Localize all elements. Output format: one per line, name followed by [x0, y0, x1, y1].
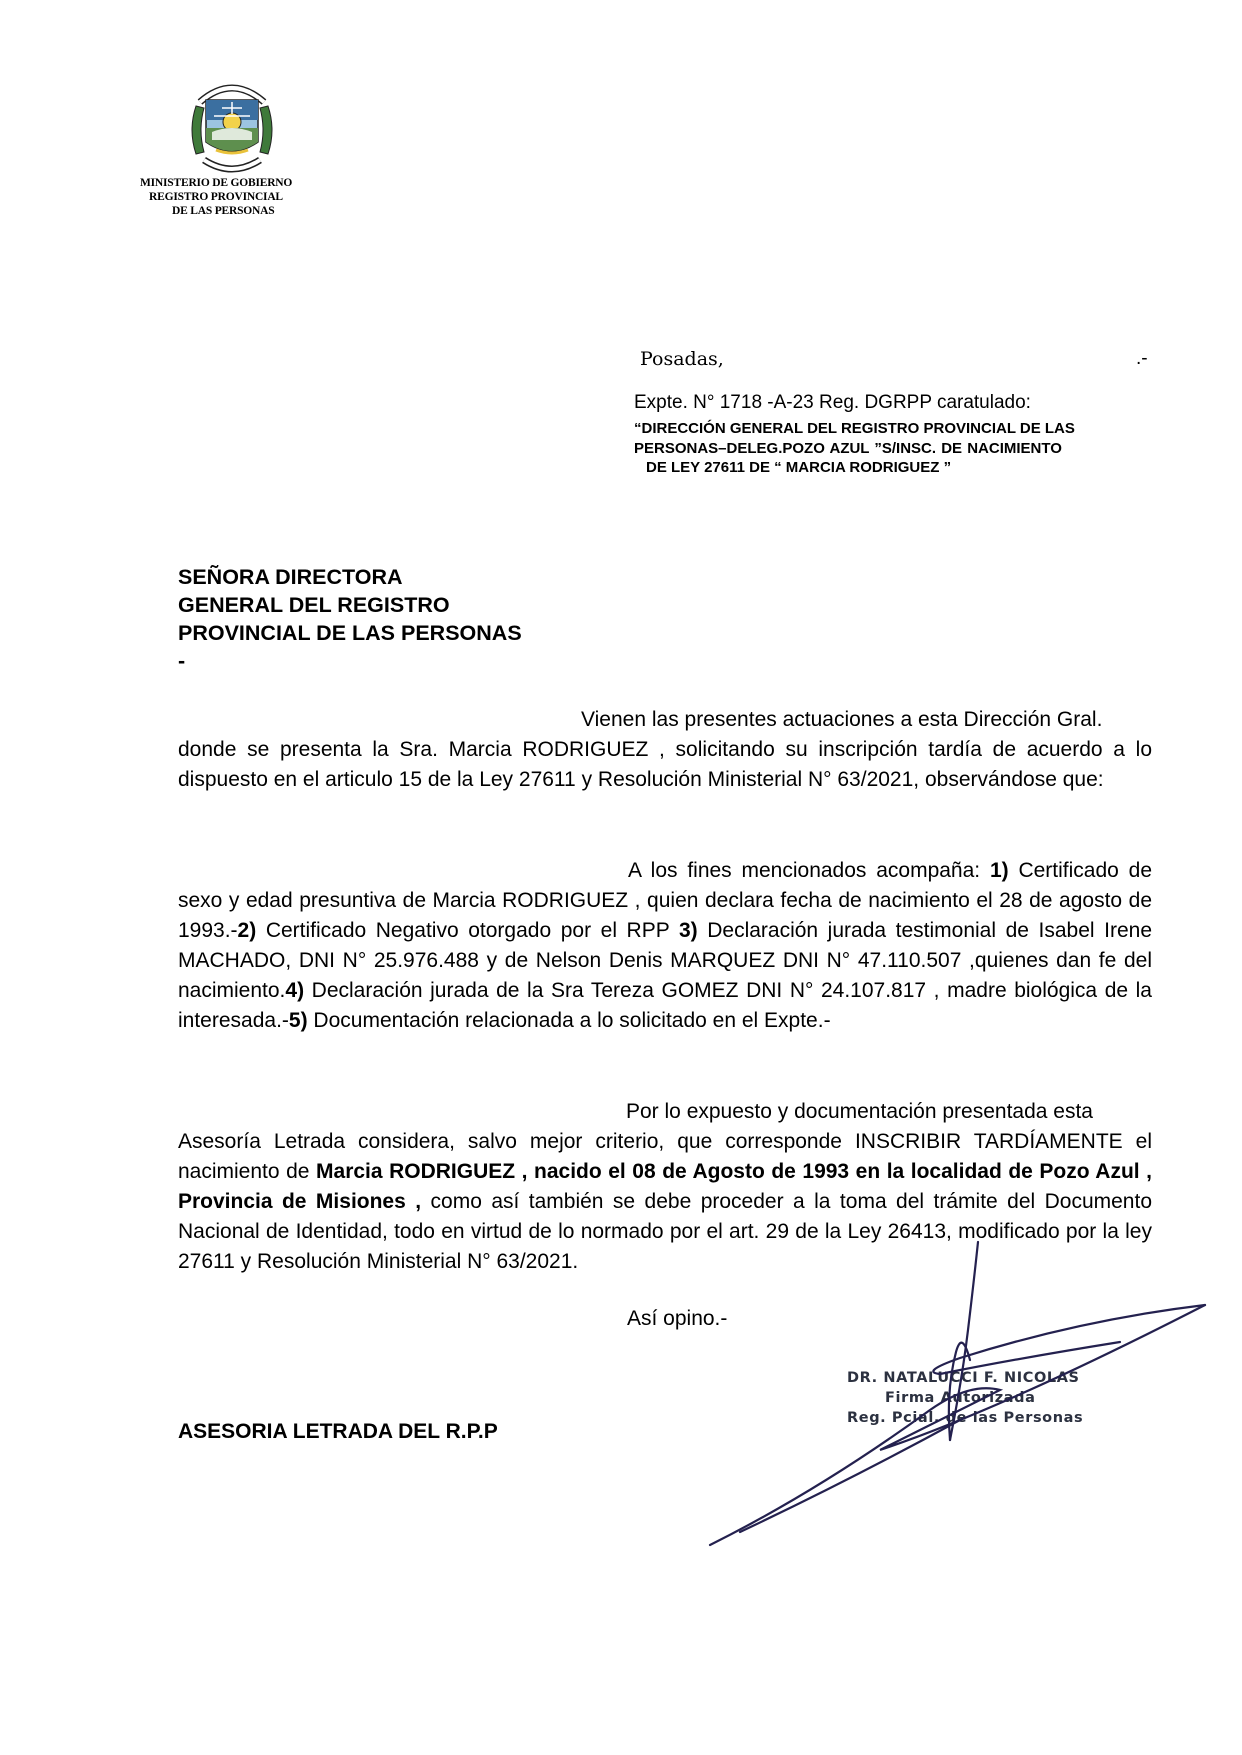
- paragraph-3-text-2: como así también se debe proceder a la toma del trámite del Documento Nacional de Identidad, todo en virtud de lo normado por el art. 29 de la Ley 26413, modificado por la ley 27611 y Resolución Ministerial N° 63/2021.: [178, 1190, 1153, 1273]
- stamp-line-2: Firma Autorizada: [885, 1390, 1036, 1406]
- item-text-4: Declaración jurada de la Sra Tereza GOMEZ DNI N° 24.107.817 , madre biológica de la interesada.-: [178, 979, 1152, 1032]
- expediente-number: Expte. N° 1718 -A-23 Reg. DGRPP caratulado:: [634, 392, 1031, 413]
- provincial-crest-logo: [182, 80, 282, 176]
- ministry-header: [140, 176, 292, 218]
- addressee-line-1: SEÑORA DIRECTORA: [178, 565, 403, 589]
- addressee-line-2: GENERAL DEL REGISTRO: [178, 593, 450, 617]
- ministry-line-3: DE LAS PERSONAS: [172, 205, 275, 217]
- paragraph-3-text-1: Asesoría Letrada considera, salvo mejor criterio, que corresponde INSCRIBIR TARDÍAMENTE el nacimiento de: [178, 1130, 1152, 1183]
- ministry-line-2: REGISTRO PROVINCIAL: [149, 191, 283, 203]
- item-text-3: Declaración jurada testimonial de Isabel Irene MACHADO, DNI N° 25.976.488 y de Nelson Denis MARQUEZ DNI N° 47.110.507 ,quienes dan fe del nacimiento.: [178, 919, 1153, 1002]
- paragraph-documents: [178, 856, 1152, 1036]
- paragraph-3-first-line: Por lo expuesto y documentación presentada esta: [626, 1100, 1093, 1123]
- addressee-block: [178, 563, 522, 675]
- signatory-office: ASESORIA LETRADA DEL R.P.P: [178, 1420, 498, 1443]
- expediente-caratula: [634, 419, 1152, 478]
- place-date: Posadas,: [640, 348, 724, 370]
- item-number-3: 3): [678, 919, 698, 942]
- handwritten-signature: [700, 1240, 1220, 1560]
- addressee-line-4: -: [178, 649, 186, 673]
- caratula-line-2: PERSONAS–DELEG.POZO AZUL ”S/INSC. DE NACIMIENTO: [634, 439, 1062, 457]
- paragraph-1-body: donde se presenta la Sra. Marcia RODRIGUEZ , solicitando su inscripción tardía de acuerdo a lo dispuesto en el articulo 15 de la Ley 27611 y Resolución Ministerial N° 63/2021, observándose que:: [178, 738, 1152, 791]
- item-text-2: Certificado Negativo otorgado por el RPP: [256, 919, 679, 942]
- paragraph-2-intro: A los fines mencionados acompaña:: [628, 859, 990, 882]
- closing-statement: Así opino.-: [627, 1307, 728, 1330]
- stamp-line-3: Reg. Pcial. de las Personas: [847, 1410, 1084, 1426]
- item-number-2: 2): [237, 919, 257, 942]
- item-text-1: Certificado de sexo y edad presuntiva de Marcia RODRIGUEZ , quien declara fecha de nacimiento el 28 de agosto de 1993.-: [178, 859, 1153, 942]
- paragraph-1-first-line: Vienen las presentes actuaciones a esta Dirección Gral.: [581, 708, 1103, 731]
- paragraph-presentation: [178, 705, 1152, 795]
- item-number-4: 4): [285, 979, 305, 1002]
- item-text-5: Documentación relacionada a lo solicitado en el Expte.-: [307, 1009, 831, 1032]
- stamp-line-1: DR. NATALUCCI F. NICOLAS: [847, 1370, 1080, 1386]
- caratula-line-1: “DIRECCIÓN GENERAL DEL REGISTRO PROVINCIAL DE LAS: [634, 420, 1075, 437]
- place-date-end-mark: .-: [1136, 348, 1148, 369]
- ministry-line-1: MINISTERIO DE GOBIERNO: [140, 177, 293, 189]
- paragraph-3-bold-subject: Marcia RODRIGUEZ , nacido el 08 de Agosto de 1993 en la localidad de Pozo Azul , Provincia de Misiones ,: [178, 1160, 1153, 1213]
- item-number-1: 1): [989, 859, 1009, 882]
- caratula-line-3: DE LEY 27611 DE “ MARCIA RODRIGUEZ ”: [646, 459, 952, 476]
- addressee-line-3: PROVINCIAL DE LAS PERSONAS: [178, 621, 522, 645]
- item-number-5: 5): [288, 1009, 308, 1032]
